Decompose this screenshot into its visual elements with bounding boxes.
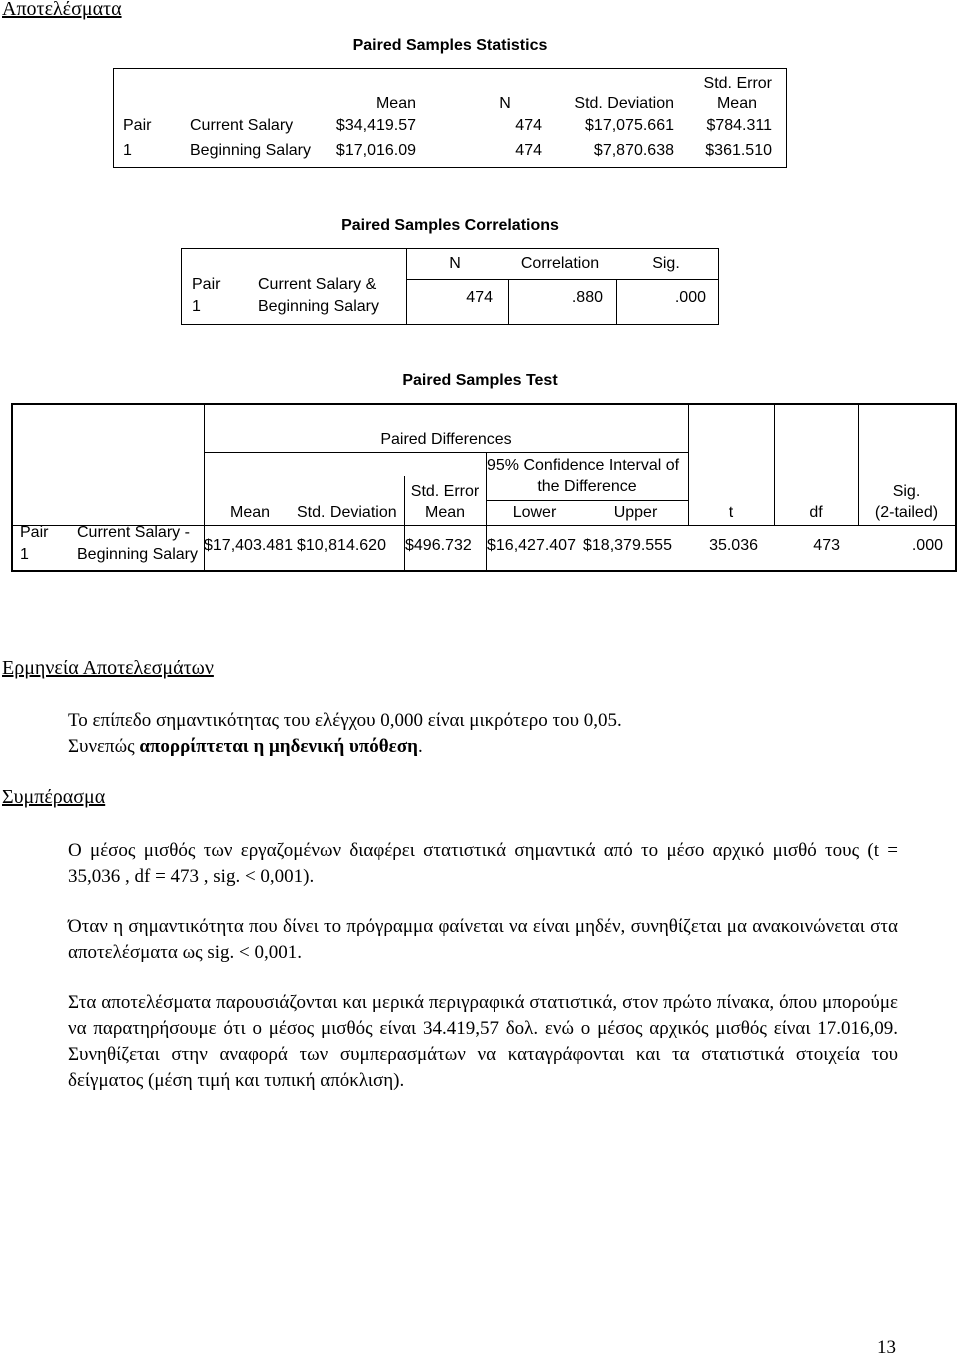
test-value-lower: $16,427.407 xyxy=(487,537,576,554)
interpretation-heading: Ερμηνεία Αποτελεσμάτων xyxy=(2,657,214,679)
corr-value-sig: .000 xyxy=(674,289,706,306)
stats-row-label: Beginning Salary xyxy=(190,142,311,159)
stats-pair-number: 1 xyxy=(123,142,132,159)
test-value-upper: $18,379.555 xyxy=(583,537,672,554)
test-col-lower: Lower xyxy=(512,504,557,521)
stats-row-se: $361.510 xyxy=(705,142,772,159)
test-pair-number: 1 xyxy=(20,546,29,563)
stats-col-n: N xyxy=(499,95,511,112)
corr-pair-label: Pair xyxy=(192,276,221,293)
corr-col-correlation: Correlation xyxy=(520,255,600,272)
test-col-t: t xyxy=(728,504,734,521)
conclusion-paragraph: Ο μέσος μισθός των εργαζομένων διαφέρει στατιστικά σημαντικά από το μέσο αρχικό μισθό τους (t = 35,036 , df = 473 , sig. < 0,001). xyxy=(68,840,898,887)
test-pair-label: Pair xyxy=(20,524,49,541)
test-row-label: Beginning Salary xyxy=(77,546,198,563)
test-value-sd: $10,814.620 xyxy=(297,537,386,554)
interpretation-text xyxy=(68,708,622,760)
test-col-mean: Mean xyxy=(229,504,271,521)
stats-col-se-2: Mean xyxy=(716,95,757,112)
test-col-sig-2: (2-tailed) xyxy=(874,504,939,521)
conclusion-paragraph: Όταν η σημαντικότητα που δίνει το πρόγραμμα φαίνεται να είναι μηδέν, συνηθίζεται μα ανακοινώνεται στα αποτελέσματα ως sig. < 0,001. xyxy=(68,916,898,963)
test-group-header: Paired Differences xyxy=(380,431,512,448)
corr-row-label: Beginning Salary xyxy=(258,298,379,315)
stats-row-mean: $17,016.09 xyxy=(335,142,416,159)
stats-col-mean: Mean xyxy=(375,95,416,112)
test-col-df: df xyxy=(809,504,823,521)
test-value-df: 473 xyxy=(813,537,840,554)
rejection-statement: απορρίπτεται η μηδενική υπόθεση xyxy=(139,736,418,757)
stats-table-title: Paired Samples Statistics xyxy=(352,37,548,54)
interpretation-line: Το επίπεδο σημαντικότητας του ελέγχου 0,000 είναι μικρότερο του 0,05. xyxy=(68,710,622,731)
test-value-mean: $17,403.481 xyxy=(204,537,293,554)
corr-value-n: 474 xyxy=(466,289,493,306)
conclusion-heading: Συμπέρασμα xyxy=(2,786,106,808)
test-col-se-2: Mean xyxy=(424,504,466,521)
stats-row-sd: $17,075.661 xyxy=(585,117,674,134)
stats-row-sd: $7,870.638 xyxy=(593,142,674,159)
stats-row-n: 474 xyxy=(515,142,542,159)
interpretation-line: Συνεπώς απορρίπτεται η μηδενική υπόθεση. xyxy=(68,736,423,757)
test-value-t: 35.036 xyxy=(709,537,758,554)
test-row-label: Current Salary - xyxy=(77,524,190,541)
stats-row-label: Current Salary xyxy=(190,117,294,134)
corr-value-correlation: .880 xyxy=(571,289,603,306)
stats-pair-label: Pair xyxy=(123,117,152,134)
stats-row-mean: $34,419.57 xyxy=(335,117,416,134)
test-col-upper: Upper xyxy=(613,504,658,521)
test-col-sig-1: Sig. xyxy=(892,483,921,500)
corr-col-sig: Sig. xyxy=(652,255,680,272)
test-ci-header: 95% Confidence Interval of xyxy=(487,457,680,474)
conclusion-paragraph: Στα αποτελέσματα παρουσιάζονται και μερικά περιγραφικά στατιστικά, στον πρώτο πίνακα, όπου μπορούμε να παρατηρήσουμε ότι ο μέσος μισθός είναι 34.419,57 δολ. ενώ ο μέσος αρχικός μισθός είναι 17.016,09. Συνηθίζεται στην αναφορά των συμπερασμάτων να καταγράφονται και τα στατιστικά στοιχεία του δείγματος (μέση τιμή και τυπική απόκλιση). xyxy=(68,992,898,1091)
stats-row-se: $784.311 xyxy=(706,117,772,134)
page-number: 13 xyxy=(877,1337,896,1358)
test-value-sig: .000 xyxy=(911,537,943,554)
corr-table-title: Paired Samples Correlations xyxy=(341,217,559,234)
test-ci-header: the Difference xyxy=(537,478,637,495)
stats-row-n: 474 xyxy=(515,117,542,134)
corr-col-n: N xyxy=(449,255,461,272)
test-value-se: $496.732 xyxy=(405,537,472,554)
test-col-se-1: Std. Error xyxy=(410,483,480,500)
stats-col-se-1: Std. Error xyxy=(703,75,772,92)
corr-pair-number: 1 xyxy=(192,298,201,315)
stats-col-sd: Std. Deviation xyxy=(574,95,674,112)
results-heading: Αποτελέσματα xyxy=(2,0,122,20)
test-col-sd: Std. Deviation xyxy=(297,504,397,521)
corr-row-label: Current Salary & xyxy=(258,276,377,293)
test-table-title: Paired Samples Test xyxy=(402,372,558,389)
